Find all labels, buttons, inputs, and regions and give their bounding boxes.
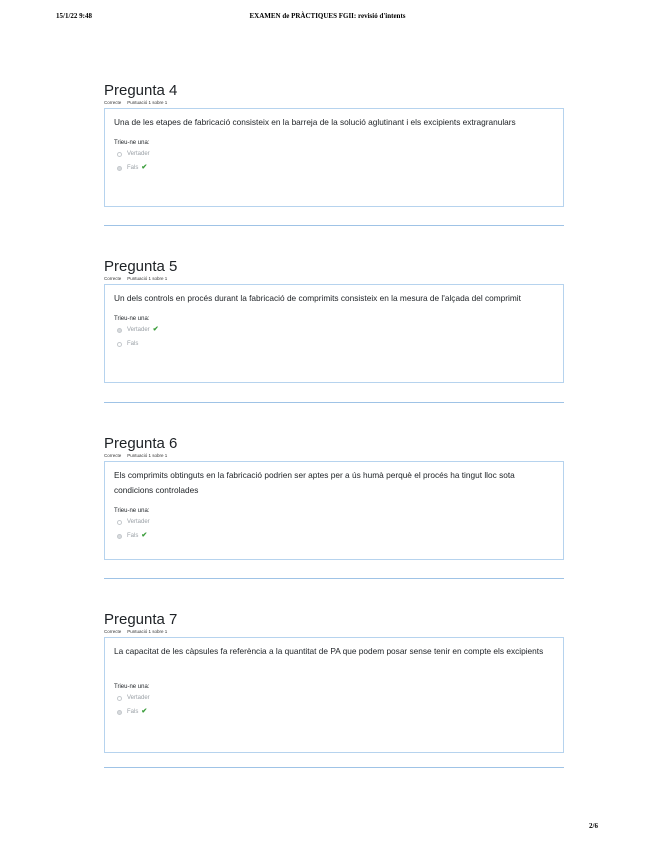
status-label: Correcte (104, 453, 122, 458)
question-content-box (104, 108, 564, 207)
question-meta (104, 100, 564, 106)
answer-prompt: Trieu-ne una: (114, 316, 150, 322)
option-label: Fals (127, 165, 139, 171)
score-label: Puntuació 1 sobre 1 (127, 100, 168, 105)
check-icon: ✔ (152, 326, 159, 333)
option-label: Fals (127, 533, 139, 539)
radio-button[interactable] (117, 534, 122, 539)
question-content-box (104, 637, 564, 753)
question-block (104, 258, 564, 383)
option-label: Vertader (127, 151, 150, 157)
answer-option[interactable] (114, 705, 555, 719)
divider (104, 578, 564, 579)
question-block (104, 435, 564, 560)
option-label: Fals (127, 709, 139, 715)
answer-option[interactable] (114, 337, 555, 351)
answer-option[interactable] (114, 161, 555, 175)
answer-option[interactable] (114, 323, 555, 337)
radio-button[interactable] (117, 166, 122, 171)
print-header-title: EXAMEN de PRÀCTIQUES FGII: revisió d'intents (249, 12, 406, 20)
question-text: La capacitat de les càpsules fa referència a la quantitat de PA que podem posar sense tenir en compte els excipients (114, 646, 544, 656)
page-number: 2/6 (589, 822, 598, 830)
divider (104, 225, 564, 226)
question-text: Una de les etapes de fabricació consisteix en la barreja de la solució aglutinant i els excipients extragranulars (114, 117, 516, 127)
radio-button[interactable] (117, 696, 122, 701)
status-label: Correcte (104, 629, 122, 634)
check-icon: ✔ (141, 532, 148, 539)
question-text: Els comprimits obtinguts en la fabricació podrien ser aptes per a ús humà perquè el procés ha tingut lloc sota condicions controlades (114, 470, 515, 495)
radio-button[interactable] (117, 342, 122, 347)
radio-button[interactable] (117, 710, 122, 715)
question-title: Pregunta 7 (104, 611, 178, 628)
radio-button[interactable] (117, 328, 122, 333)
score-label: Puntuació 1 sobre 1 (127, 453, 168, 458)
score-label: Puntuació 1 sobre 1 (127, 276, 168, 281)
check-icon: ✔ (141, 708, 148, 715)
question-meta (104, 453, 564, 459)
option-label: Fals (127, 341, 139, 347)
question-block (104, 611, 564, 753)
answer-prompt: Trieu-ne una: (114, 140, 150, 146)
answer-option[interactable] (114, 515, 555, 529)
question-meta (104, 629, 564, 635)
question-content-box (104, 284, 564, 383)
answer-option[interactable] (114, 147, 555, 161)
question-content-box (104, 461, 564, 560)
print-datetime: 15/1/22 9:48 (56, 12, 92, 20)
option-label: Vertader (127, 327, 150, 333)
divider (104, 767, 564, 768)
question-title: Pregunta 5 (104, 258, 178, 275)
answer-option[interactable] (114, 691, 555, 705)
question-block (104, 82, 564, 207)
radio-button[interactable] (117, 152, 122, 157)
answer-prompt: Trieu-ne una: (114, 508, 150, 514)
question-text: Un dels controls en procés durant la fabricació de comprimits consisteix en la mesura de l'alçada del comprimit (114, 293, 521, 303)
question-title: Pregunta 6 (104, 435, 178, 452)
question-title: Pregunta 4 (104, 82, 178, 99)
score-label: Puntuació 1 sobre 1 (127, 629, 168, 634)
option-label: Vertader (127, 695, 150, 701)
status-label: Correcte (104, 100, 122, 105)
answer-prompt: Trieu-ne una: (114, 684, 150, 690)
option-label: Vertader (127, 519, 150, 525)
radio-button[interactable] (117, 520, 122, 525)
check-icon: ✔ (141, 164, 148, 171)
divider (104, 402, 564, 403)
status-label: Correcte (104, 276, 122, 281)
answer-option[interactable] (114, 529, 555, 543)
question-meta (104, 276, 564, 282)
